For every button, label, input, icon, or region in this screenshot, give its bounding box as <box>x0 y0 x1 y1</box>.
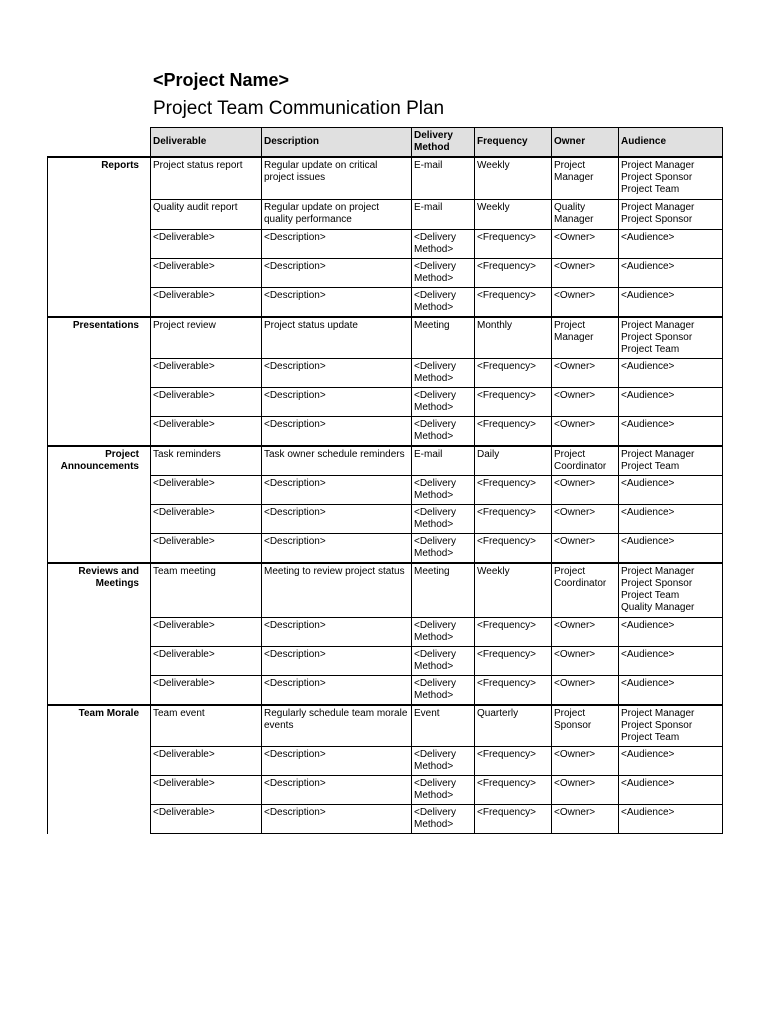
audience-entry: Project Manager <box>621 201 695 213</box>
audience-cell <box>619 229 723 258</box>
description-cell: <Description> <box>262 416 412 446</box>
category-label: Team Morale <box>48 705 151 834</box>
audience-entry: <Audience> <box>621 360 675 372</box>
audience-cell <box>619 618 723 647</box>
audience-entry: Project Sponsor <box>621 331 693 343</box>
audience-entry: Project Manager <box>621 160 695 171</box>
header-owner: Owner <box>552 128 619 158</box>
audience-entry: <Audience> <box>621 535 675 547</box>
audience-cell <box>619 705 723 747</box>
delivery-method-cell: <Delivery Method> <box>412 258 475 287</box>
audience-entry: Project Manager <box>621 448 695 460</box>
owner-cell: <Owner> <box>552 747 619 776</box>
audience-cell <box>619 387 723 416</box>
audience-cell <box>619 776 723 805</box>
deliverable-cell: <Deliverable> <box>151 387 262 416</box>
deliverable-cell: <Deliverable> <box>151 258 262 287</box>
deliverable-cell: <Deliverable> <box>151 618 262 647</box>
frequency-cell: <Frequency> <box>475 676 552 706</box>
deliverable-cell: <Deliverable> <box>151 358 262 387</box>
deliverable-cell: <Deliverable> <box>151 676 262 706</box>
delivery-method-cell: <Delivery Method> <box>412 504 475 533</box>
delivery-method-cell: <Delivery Method> <box>412 747 475 776</box>
category-label: Reviews and Meetings <box>48 563 151 706</box>
owner-cell: <Owner> <box>552 475 619 504</box>
table-row <box>48 157 723 199</box>
audience-cell <box>619 504 723 533</box>
description-cell: Regular update on project quality performance <box>262 199 412 229</box>
deliverable-cell: <Deliverable> <box>151 747 262 776</box>
audience-entry: <Audience> <box>621 506 675 518</box>
audience-entry: <Audience> <box>621 289 675 301</box>
audience-cell <box>619 358 723 387</box>
deliverable-cell: <Deliverable> <box>151 229 262 258</box>
project-name-title: <Project Name> <box>153 70 290 90</box>
frequency-cell: <Frequency> <box>475 229 552 258</box>
frequency-cell: <Frequency> <box>475 618 552 647</box>
owner-cell: <Owner> <box>552 229 619 258</box>
description-cell: <Description> <box>262 747 412 776</box>
deliverable-cell: Task reminders <box>151 446 262 476</box>
table-row <box>48 317 723 359</box>
audience-entry: <Audience> <box>621 389 675 401</box>
audience-cell <box>619 287 723 317</box>
communication-plan-table <box>47 127 723 834</box>
header-blank-cell <box>48 128 151 158</box>
description-cell: Meeting to review project status <box>262 563 412 618</box>
deliverable-cell: <Deliverable> <box>151 416 262 446</box>
category-label: Project Announcements <box>48 446 151 563</box>
description-cell: Project status update <box>262 317 412 359</box>
audience-cell <box>619 416 723 446</box>
audience-cell <box>619 747 723 776</box>
owner-cell: <Owner> <box>552 805 619 834</box>
frequency-cell: <Frequency> <box>475 533 552 563</box>
delivery-method-cell: <Delivery Method> <box>412 387 475 416</box>
audience-entry: Project Sponsor <box>621 577 693 589</box>
audience-entry: <Audience> <box>621 231 675 243</box>
owner-cell: <Owner> <box>552 776 619 805</box>
delivery-method-cell: <Delivery Method> <box>412 776 475 805</box>
owner-cell: Project Coordinator <box>552 563 619 618</box>
deliverable-cell: Project status report <box>151 157 262 199</box>
delivery-method-cell: Meeting <box>412 563 475 618</box>
delivery-method-cell: Event <box>412 705 475 747</box>
deliverable-cell: <Deliverable> <box>151 533 262 563</box>
audience-entry: <Audience> <box>621 678 675 689</box>
frequency-cell: <Frequency> <box>475 258 552 287</box>
deliverable-cell: <Deliverable> <box>151 287 262 317</box>
delivery-method-cell: <Delivery Method> <box>412 805 475 834</box>
deliverable-cell: <Deliverable> <box>151 647 262 676</box>
description-cell: <Description> <box>262 805 412 834</box>
audience-entry: Project Sponsor <box>621 172 693 183</box>
audience-cell <box>619 647 723 676</box>
plan-title: Project Team Communication Plan <box>153 98 445 119</box>
description-cell: <Description> <box>262 229 412 258</box>
frequency-cell: <Frequency> <box>475 776 552 805</box>
owner-cell: <Owner> <box>552 387 619 416</box>
description-cell: <Description> <box>262 533 412 563</box>
audience-cell <box>619 446 723 476</box>
frequency-cell: <Frequency> <box>475 358 552 387</box>
audience-entry: <Audience> <box>621 620 675 631</box>
audience-entry: <Audience> <box>621 749 675 760</box>
audience-entry: Project Team <box>621 184 680 195</box>
description-cell: <Description> <box>262 618 412 647</box>
audience-entry: Project Sponsor <box>621 720 693 731</box>
owner-cell: Project Coordinator <box>552 446 619 476</box>
audience-entry: <Audience> <box>621 807 675 818</box>
audience-entry: Quality Manager <box>621 601 695 613</box>
delivery-method-cell: <Delivery Method> <box>412 475 475 504</box>
delivery-method-cell: <Delivery Method> <box>412 358 475 387</box>
description-cell: <Description> <box>262 776 412 805</box>
audience-cell <box>619 475 723 504</box>
table-row <box>48 563 723 618</box>
description-cell: <Description> <box>262 287 412 317</box>
audience-entry: Project Manager <box>621 319 695 331</box>
audience-entry: Project Team <box>621 732 680 743</box>
delivery-method-cell: <Delivery Method> <box>412 416 475 446</box>
frequency-cell: <Frequency> <box>475 287 552 317</box>
description-cell: <Description> <box>262 647 412 676</box>
deliverable-cell: <Deliverable> <box>151 504 262 533</box>
audience-cell <box>619 258 723 287</box>
description-cell: Regularly schedule team morale events <box>262 705 412 747</box>
description-cell: <Description> <box>262 475 412 504</box>
delivery-method-cell: <Delivery Method> <box>412 647 475 676</box>
deliverable-cell: Team event <box>151 705 262 747</box>
frequency-cell: <Frequency> <box>475 504 552 533</box>
audience-entry: Project Team <box>621 589 680 601</box>
owner-cell: Project Manager <box>552 317 619 359</box>
table-row <box>48 705 723 747</box>
audience-entry: Project Manager <box>621 565 695 577</box>
frequency-cell: <Frequency> <box>475 805 552 834</box>
audience-cell <box>619 533 723 563</box>
delivery-method-cell: E-mail <box>412 157 475 199</box>
delivery-method-cell: <Delivery Method> <box>412 676 475 706</box>
owner-cell: <Owner> <box>552 258 619 287</box>
audience-entry: Project Team <box>621 343 680 355</box>
audience-entry: Project Team <box>621 460 680 472</box>
table-row <box>48 446 723 476</box>
delivery-method-cell: E-mail <box>412 446 475 476</box>
delivery-method-cell: <Delivery Method> <box>412 533 475 563</box>
owner-cell: <Owner> <box>552 416 619 446</box>
frequency-cell: Quarterly <box>475 705 552 747</box>
header-frequency: Frequency <box>475 128 552 158</box>
header-audience: Audience <box>619 128 723 158</box>
table-header-row <box>48 128 723 158</box>
audience-cell <box>619 805 723 834</box>
owner-cell: Project Sponsor <box>552 705 619 747</box>
audience-entry: <Audience> <box>621 649 675 660</box>
frequency-cell: Weekly <box>475 199 552 229</box>
delivery-method-cell: <Delivery Method> <box>412 287 475 317</box>
deliverable-cell: Project review <box>151 317 262 359</box>
deliverable-cell: Team meeting <box>151 563 262 618</box>
audience-cell <box>619 317 723 359</box>
owner-cell: <Owner> <box>552 618 619 647</box>
deliverable-cell: <Deliverable> <box>151 805 262 834</box>
owner-cell: <Owner> <box>552 533 619 563</box>
frequency-cell: Monthly <box>475 317 552 359</box>
category-label: Presentations <box>48 317 151 446</box>
frequency-cell: Weekly <box>475 563 552 618</box>
description-cell: Regular update on critical project issues <box>262 157 412 199</box>
audience-cell <box>619 563 723 618</box>
audience-cell <box>619 157 723 199</box>
delivery-method-cell: <Delivery Method> <box>412 229 475 258</box>
owner-cell: <Owner> <box>552 647 619 676</box>
frequency-cell: <Frequency> <box>475 416 552 446</box>
deliverable-cell: <Deliverable> <box>151 475 262 504</box>
audience-entry: <Audience> <box>621 260 675 272</box>
description-cell: <Description> <box>262 358 412 387</box>
audience-cell <box>619 199 723 229</box>
audience-cell <box>619 676 723 706</box>
delivery-method-cell: E-mail <box>412 199 475 229</box>
owner-cell: Project Manager <box>552 157 619 199</box>
description-cell: <Description> <box>262 504 412 533</box>
owner-cell: <Owner> <box>552 504 619 533</box>
frequency-cell: <Frequency> <box>475 475 552 504</box>
frequency-cell: <Frequency> <box>475 747 552 776</box>
header-description: Description <box>262 128 412 158</box>
audience-entry: <Audience> <box>621 418 675 430</box>
header-deliverable: Deliverable <box>151 128 262 158</box>
deliverable-cell: <Deliverable> <box>151 776 262 805</box>
frequency-cell: <Frequency> <box>475 647 552 676</box>
owner-cell: <Owner> <box>552 676 619 706</box>
owner-cell: Quality Manager <box>552 199 619 229</box>
deliverable-cell: Quality audit report <box>151 199 262 229</box>
description-cell: Task owner schedule reminders <box>262 446 412 476</box>
delivery-method-cell: Meeting <box>412 317 475 359</box>
category-label: Reports <box>48 157 151 317</box>
audience-entry: <Audience> <box>621 778 675 789</box>
delivery-method-cell: <Delivery Method> <box>412 618 475 647</box>
owner-cell: <Owner> <box>552 287 619 317</box>
description-cell: <Description> <box>262 258 412 287</box>
header-delivery-method: Delivery Method <box>412 128 475 158</box>
audience-entry: <Audience> <box>621 477 675 489</box>
audience-entry: Project Sponsor <box>621 213 693 225</box>
description-cell: <Description> <box>262 387 412 416</box>
frequency-cell: Weekly <box>475 157 552 199</box>
description-cell: <Description> <box>262 676 412 706</box>
owner-cell: <Owner> <box>552 358 619 387</box>
frequency-cell: Daily <box>475 446 552 476</box>
audience-entry: Project Manager <box>621 708 695 719</box>
frequency-cell: <Frequency> <box>475 387 552 416</box>
